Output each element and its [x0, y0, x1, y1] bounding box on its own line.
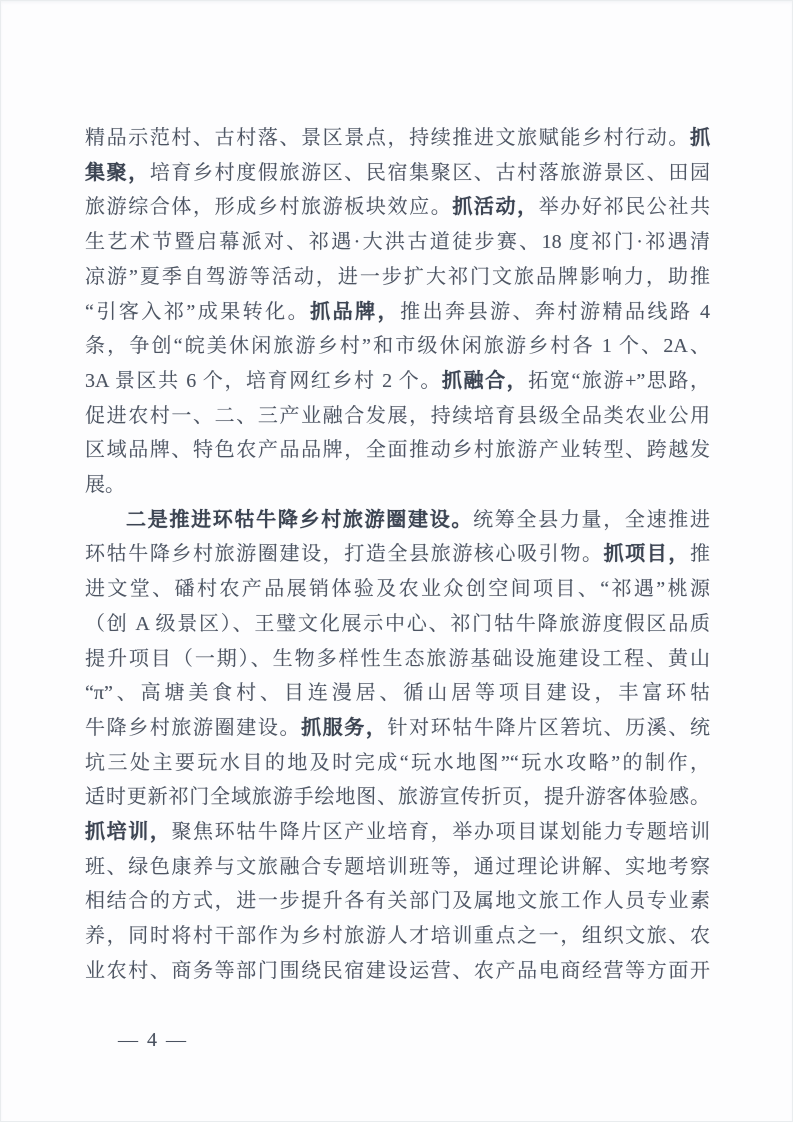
body-text: 凉游”夏季自驾游等活动，进一步扩大祁门文旅品牌影响力，助推	[85, 265, 710, 288]
text-line	[85, 399, 710, 434]
emphasis-text: 二是推进环牯牛降乡村旅游圈建设。	[126, 508, 474, 531]
body-text: 3A 景区共 6 个，培育网红乡村 2 个。	[85, 369, 442, 392]
text-line	[85, 884, 710, 919]
body-text: 相结合的方式，进一步提升各有关部门及属地文旅工作人员专业素	[85, 890, 710, 913]
text-line	[85, 468, 710, 503]
emphasis-text: 抓品牌，	[310, 300, 401, 323]
body-text: 精品示范村、古村落、景区景点，持续推进文旅赋能乡村行动。	[85, 127, 690, 149]
emphasis-text: 抓服务，	[301, 716, 388, 739]
body-text: “π”、高塘美食村、目连漫居、循山居等项目建设，丰富环牯	[85, 682, 710, 705]
body-text: 促进农村一、二、三产业融合发展，持续培育县级全品类农业公用	[85, 404, 710, 427]
emphasis-text: 抓培训，	[85, 821, 172, 844]
body-text: 统筹全县力量，全速推进	[473, 508, 711, 531]
body-text: （创 A 级景区）、王璧文化展示中心、祁门牯牛降旅游度假区品质	[85, 612, 710, 635]
emphasis-text: 抓	[690, 127, 710, 149]
body-text: 养，同时将村干部作为乡村旅游人才培训重点之一，组织文旅、农	[85, 925, 710, 948]
text-line	[85, 711, 710, 746]
body-text: 牛降乡村旅游圈建设。	[85, 716, 302, 739]
emphasis-text: 抓项目，	[603, 543, 691, 566]
body-text: 坑三处主要玩水目的地及时完成“玩水地图”“玩水攻略”的制作，	[85, 751, 710, 774]
text-line	[85, 919, 710, 954]
text-line	[85, 503, 710, 538]
text-line	[85, 572, 710, 607]
text-line	[85, 329, 710, 364]
body-text: 进文堂、磻村农产品展销体验及农业众创空间项目、“祁遇”桃源	[85, 578, 710, 601]
body-text: 推出奔县游、奔村游精品线路 4	[400, 300, 710, 323]
text-line	[85, 433, 710, 468]
text-line	[85, 190, 710, 225]
text-line	[85, 156, 710, 191]
page-number: — 4 —	[118, 1029, 188, 1051]
body-text: 举办好祁民公社共	[538, 196, 711, 219]
text-line	[85, 121, 710, 156]
body-text: 聚焦环牯牛降片区产业培育，举办项目谋划能力专题培训	[171, 821, 711, 844]
text-line	[85, 607, 710, 642]
body-text: 业农村、商务等部门围绕民宿建设运营、农产品电商经营等方面开	[85, 959, 710, 982]
text-line	[85, 295, 710, 330]
body-text: 培育乡村度假旅游区、民宿集聚区、古村落旅游景区、田园	[149, 161, 711, 184]
text-line	[85, 676, 710, 711]
text-line	[85, 746, 710, 781]
text-line	[85, 537, 710, 572]
text-line	[85, 260, 710, 295]
text-line	[85, 225, 710, 260]
body-text: 适时更新祁门全域旅游手绘地图、旅游宣传折页，提升游客体验感。	[85, 786, 710, 809]
emphasis-text: 抓活动，	[452, 196, 539, 219]
body-text: 区域品牌、特色农产品品牌，全面推动乡村旅游产业转型、跨越发	[85, 439, 710, 462]
text-line	[85, 815, 710, 850]
body-text: 展。	[85, 474, 125, 497]
body-text: 针对环牯牛降片区箬坑、历溪、统	[387, 716, 711, 739]
text-line	[85, 642, 710, 677]
text-line	[85, 954, 710, 989]
body-text: 提升项目（一期）、生物多样性生态旅游基础设施建设工程、黄山	[85, 647, 710, 670]
text-lines	[85, 121, 710, 989]
text-line	[85, 364, 710, 399]
emphasis-text: 抓融合，	[441, 369, 529, 392]
text-line	[85, 780, 710, 815]
body-text: 环牯牛降乡村旅游圈建设，打造全县旅游核心吸引物。	[85, 543, 604, 566]
emphasis-text: 集聚，	[85, 161, 150, 184]
body-text: 拓宽“旅游+”思路，	[528, 369, 710, 392]
body-text: 条，争创“皖美休闲旅游乡村”和市级休闲旅游乡村各 1 个、2A、	[85, 335, 710, 358]
text-line	[85, 850, 710, 885]
body-text: “引客入祁”成果转化。	[85, 300, 311, 323]
body-text: 生艺术节暨启幕派对、祁遇·大洪古道徒步赛、18 度祁门·祁遇清	[85, 231, 710, 254]
body-text: 班、绿色康养与文旅融合专题培训班等，通过理论讲解、实地考察	[85, 855, 710, 878]
body-text: 旅游综合体，形成乡村旅游板块效应。	[85, 196, 453, 219]
body-text: 推	[690, 543, 711, 566]
